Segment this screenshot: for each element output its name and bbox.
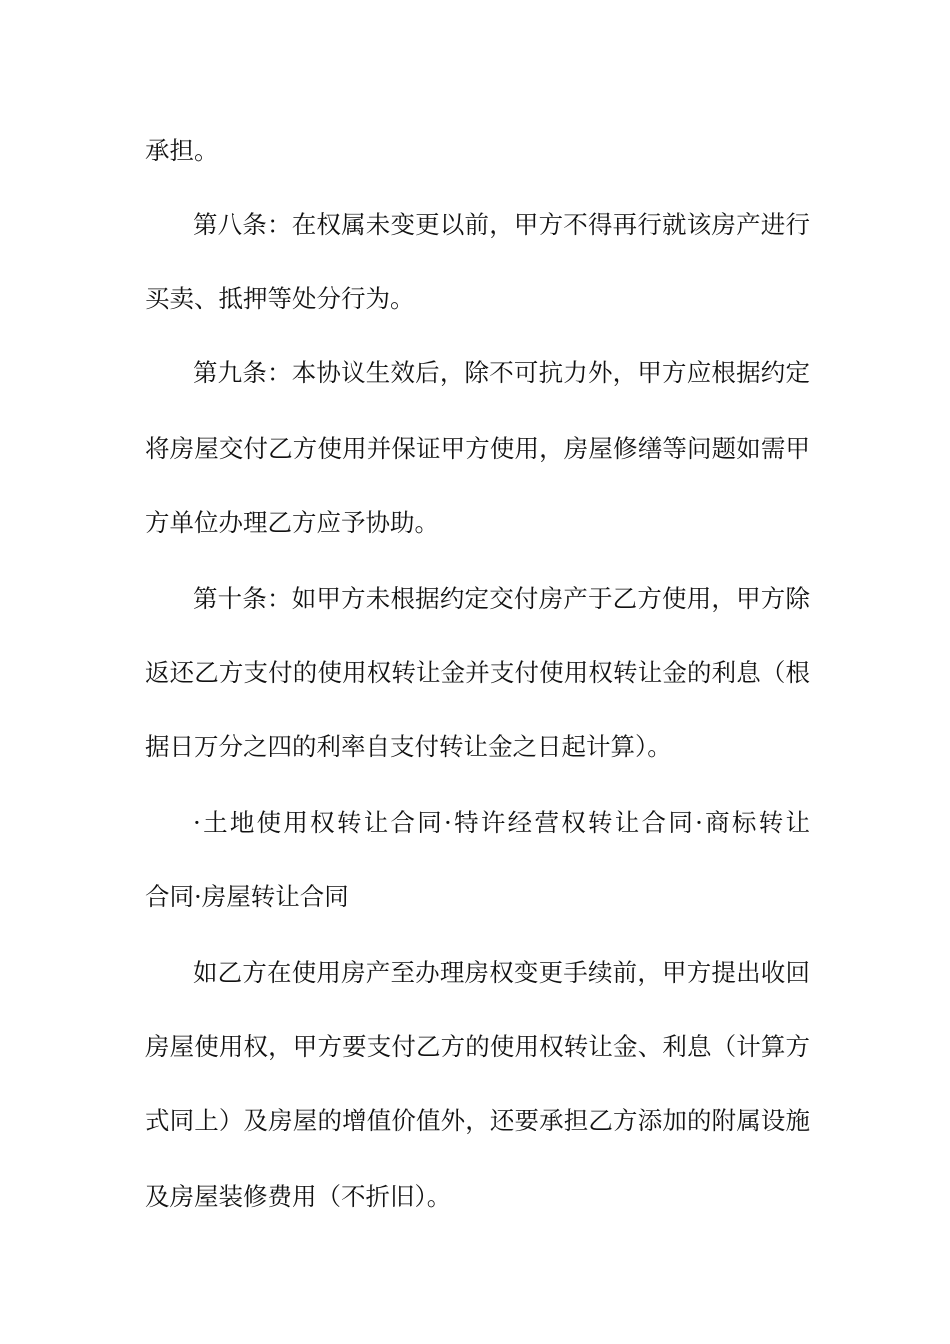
text-line: 房屋使用权，甲方要支付乙方的使用权转让金、利息（计算方 (145, 1032, 810, 1061)
text-line: 承担。 (145, 136, 219, 165)
text-line: 如乙方在使用房产至办理房权变更手续前，甲方提出收回 (193, 958, 810, 987)
text-line: 将房屋交付乙方使用并保证甲方使用，房屋修缮等问题如需甲 (145, 434, 810, 463)
text-line: ·土地使用权转让合同·特许经营权转让合同·商标转让 (193, 808, 810, 837)
text-line: 返还乙方支付的使用权转让金并支付使用权转让金的利息（根 (145, 658, 810, 687)
text-line: 第九条：本协议生效后，除不可抗力外，甲方应根据约定 (193, 358, 810, 387)
text-line: 式同上）及房屋的增值价值外，还要承担乙方添加的附属设施 (145, 1106, 810, 1135)
text-line: 合同·房屋转让合同 (145, 882, 349, 911)
text-line: 及房屋装修费用（不折旧）。 (145, 1182, 452, 1211)
text-line: 方单位办理乙方应予协助。 (145, 508, 439, 537)
text-line: 据日万分之四的利率自支付转让金之日起计算）。 (145, 732, 672, 761)
text-line: 第十条：如甲方未根据约定交付房产于乙方使用，甲方除 (193, 584, 810, 613)
text-line: 第八条：在权属未变更以前，甲方不得再行就该房产进行 (193, 210, 810, 239)
text-line: 买卖、抵押等处分行为。 (145, 284, 415, 313)
